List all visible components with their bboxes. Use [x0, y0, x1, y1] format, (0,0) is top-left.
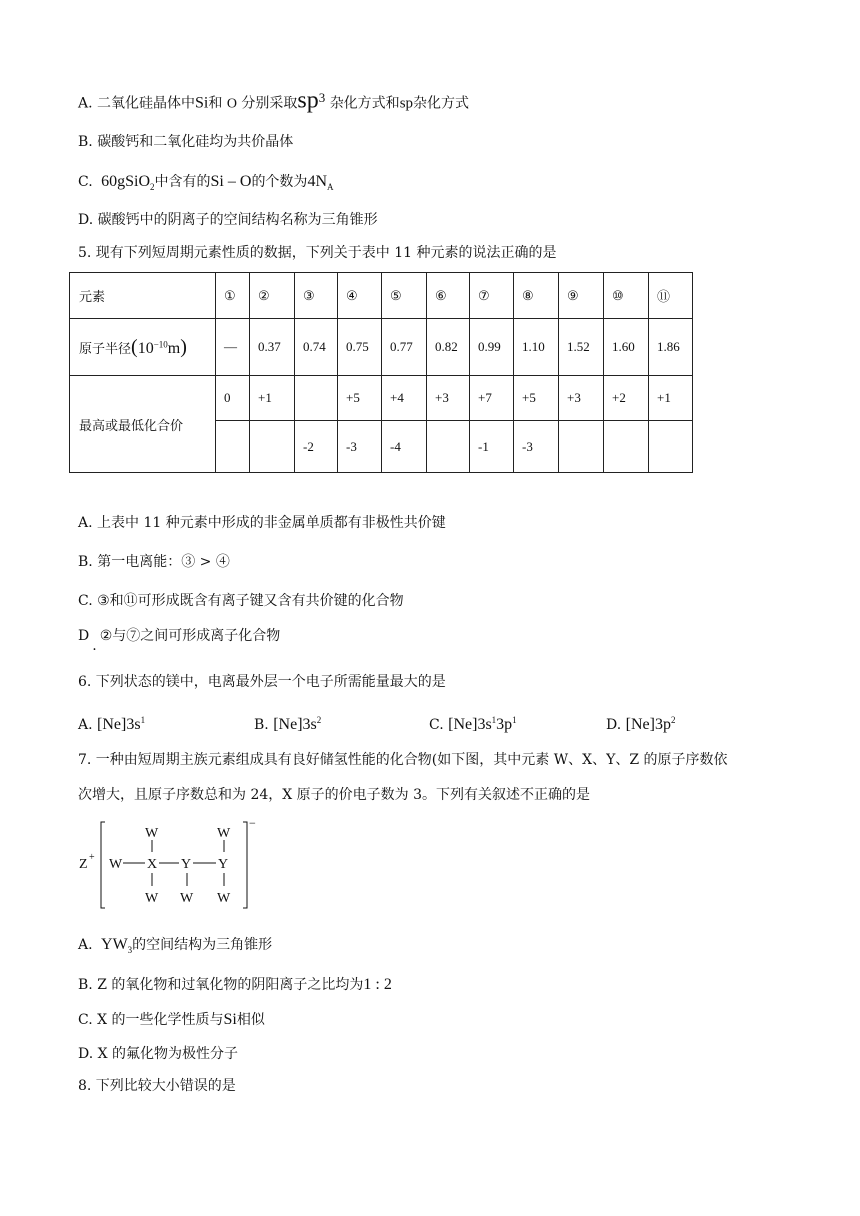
lowest-valence: -3 — [338, 421, 382, 473]
q7-stem-line1: 7. 一种由短周期主族元素组成具有良好储氢性能的化合物(如下图，其中元素 W、X、Y、Z 的原子序数依 — [78, 752, 728, 768]
q6-option-d — [606, 710, 675, 735]
q4-a-si: Si — [195, 94, 209, 112]
lowest-valence — [649, 421, 693, 473]
q7-b-ratio: 1 : 2 — [363, 976, 392, 993]
element-11: ⑪ — [649, 273, 693, 319]
q4-c-formula: 60gSiO — [101, 173, 151, 190]
q4-c-bond: Si – O — [210, 173, 252, 190]
atom-x: X — [147, 857, 158, 872]
q5-d-label: D — [78, 628, 90, 644]
q6-d-sup: 2 — [670, 715, 676, 725]
q7-c-end: 相似 — [236, 1012, 265, 1028]
q5-option-a: A. 上表中 11 种元素中形成的非金属单质都有非极性共价键 — [78, 515, 446, 531]
q6-options — [78, 710, 675, 735]
q4-c-mid: 中含有的 — [154, 174, 211, 190]
q7-b-text: B. Z 的氧化物和过氧化物的阴阳离子之比均为 — [78, 977, 364, 993]
highest-valence: +1 — [649, 376, 693, 421]
lowest-valence — [250, 421, 295, 473]
highest-valence: +1 — [250, 376, 295, 421]
highest-valence: 0 — [216, 376, 250, 421]
radius-value: 0.82 — [427, 319, 470, 376]
radius-label-text: 原子半径 — [79, 341, 132, 357]
bracket-right — [243, 822, 247, 908]
element-4: ④ — [338, 273, 382, 319]
lowest-valence — [559, 421, 604, 473]
atom-w-x-bottom: W — [145, 891, 159, 906]
radius-value: 1.86 — [649, 319, 693, 376]
element-2: ② — [250, 273, 295, 319]
lowest-valence: -1 — [470, 421, 514, 473]
radius-unit-m: m — [167, 339, 181, 357]
q5-b-expr: ③ > ④ — [181, 554, 230, 570]
q7-option-a — [78, 935, 272, 960]
q4-a-end: 杂化方式 — [413, 95, 470, 112]
atom-w-y1-bottom: W — [180, 891, 194, 906]
atom-w-left: W — [109, 857, 123, 872]
q7-c-text: C. X 的一些化学性质与 — [78, 1012, 224, 1028]
element-data-table — [69, 272, 693, 473]
radius-value: — — [216, 319, 250, 376]
atom-y2: Y — [218, 857, 229, 872]
highest-valence: +3 — [427, 376, 470, 421]
q6-d-config: [Ne]3p — [625, 715, 671, 733]
element-7: ⑦ — [470, 273, 514, 319]
valence-label: 最高或最低化合价 — [70, 376, 216, 473]
q6-a-config: [Ne]3s — [97, 715, 141, 733]
q6-b-sup: 2 — [316, 715, 322, 725]
radius-unit-base: 10 — [137, 339, 154, 357]
atom-y1: Y — [181, 857, 192, 872]
q6-stem: 6. 下列状态的镁中，电离最外层一个电子所需能量最大的是 — [78, 674, 446, 690]
element-5: ⑤ — [382, 273, 427, 319]
q6-c-config: [Ne]3s — [448, 715, 492, 733]
q4-c-sub-a: A — [327, 181, 334, 192]
element-9: ⑨ — [559, 273, 604, 319]
q8-stem: 8. 下列比较大小错误的是 — [78, 1078, 236, 1094]
q4-a-sup3: 3 — [318, 90, 326, 105]
q6-b-config: [Ne]3s — [273, 715, 317, 733]
q7-c-si: Si — [223, 1011, 237, 1028]
q6-option-b — [254, 710, 429, 735]
atom-w-y2-top: W — [217, 826, 231, 841]
q6-d-label: D. — [606, 716, 622, 733]
header-label: 元素 — [70, 273, 216, 319]
q4-option-b: B. 碳酸钙和二氧化硅均为共价晶体 — [78, 134, 294, 150]
q6-c-sup1: 1 — [491, 715, 497, 725]
q6-a-sup: 1 — [140, 715, 146, 725]
q6-c-label: C. — [429, 716, 444, 733]
lowest-valence: -3 — [514, 421, 559, 473]
q4-a-sp: sp — [399, 95, 414, 112]
element-8: ⑧ — [514, 273, 559, 319]
q7-option-b — [78, 975, 392, 995]
structure-diagram — [75, 818, 265, 910]
q4-a-o: O — [226, 96, 237, 112]
lowest-valence: -2 — [295, 421, 338, 473]
radius-value: 1.10 — [514, 319, 559, 376]
q4-a-and: 和 — [208, 95, 223, 112]
q4-a-mid2: 杂化方式和 — [329, 95, 400, 112]
highest-valence: +3 — [559, 376, 604, 421]
q7-a-sub: 3 — [127, 944, 133, 955]
q7-stem-line2: 次增大，且原子序数总和为 24，X 原子的价电子数为 3。下列有关叙述不正确的是 — [78, 787, 591, 803]
q4-c-value: 4N — [307, 173, 327, 190]
cation-symbol: Z — [79, 857, 88, 872]
highest-valence: +2 — [604, 376, 649, 421]
anion-charge: − — [249, 818, 256, 830]
atom-w-x-top: W — [145, 826, 159, 841]
q6-a-label: A. — [78, 716, 93, 733]
q7-a-text: 的空间结构为三角锥形 — [132, 937, 273, 953]
q4-option-d: D. 碳酸钙中的阴离子的空间结构名称为三角锥形 — [78, 212, 378, 228]
q5-option-b — [78, 552, 230, 572]
lowest-valence — [216, 421, 250, 473]
element-3: ③ — [295, 273, 338, 319]
q4-a-text: A. 二氧化硅晶体中 — [78, 95, 196, 112]
q7-a-formula: YW — [101, 936, 128, 953]
q6-option-c — [429, 710, 606, 735]
q6-c-mid: 3p — [496, 715, 513, 733]
highest-valence — [295, 376, 338, 421]
radius-value: 0.77 — [382, 319, 427, 376]
q4-a-mid: 分别采取 — [241, 95, 298, 112]
highest-valence: +4 — [382, 376, 427, 421]
q4-a-sp3: sp — [297, 87, 319, 114]
radius-unit-exp: −10 — [153, 339, 168, 350]
element-1: ① — [216, 273, 250, 319]
highest-valence: +5 — [338, 376, 382, 421]
q6-b-label: B. — [254, 716, 269, 733]
radius-value: 0.74 — [295, 319, 338, 376]
q4-c-mid2: 的个数为 — [251, 174, 308, 190]
q4-option-c — [78, 172, 334, 197]
q7-option-c — [78, 1010, 265, 1030]
q5-option-c: C. ③和⑪可形成既含有离子键又含有共价键的化合物 — [78, 593, 404, 609]
lowest-valence: -4 — [382, 421, 427, 473]
bracket-left — [101, 822, 105, 908]
q5-d-text: ②与⑦之间可形成离子化合物 — [99, 628, 281, 644]
lowest-valence — [427, 421, 470, 473]
q5-stem: 5. 现有下列短周期元素性质的数据，下列关于表中 11 种元素的说法正确的是 — [78, 245, 557, 261]
q7-option-d: D. X 的氟化物为极性分子 — [78, 1046, 239, 1062]
q4-c-sub: 2 — [150, 181, 155, 192]
q5-b-text: B. 第一电离能： — [78, 554, 182, 570]
lowest-valence — [604, 421, 649, 473]
radius-value: 0.75 — [338, 319, 382, 376]
element-6: ⑥ — [427, 273, 470, 319]
q4-option-a — [78, 88, 469, 115]
cation-charge: + — [89, 852, 95, 863]
atom-w-y2-bottom: W — [217, 891, 231, 906]
q7-a-label: A. — [78, 937, 93, 953]
radius-label: 原子半径$(10^{-10}m)$ — [70, 319, 216, 376]
highest-valence: +5 — [514, 376, 559, 421]
q6-option-a — [78, 710, 254, 735]
q6-c-sup2: 1 — [512, 715, 517, 725]
radius-value: 1.52 — [559, 319, 604, 376]
q4-c-label: C. — [78, 174, 93, 190]
radius-value: 0.99 — [470, 319, 514, 376]
q5-option-d: D.②与⑦之间可形成离子化合物 — [78, 628, 281, 654]
highest-valence: +7 — [470, 376, 514, 421]
element-10: ⑩ — [604, 273, 649, 319]
radius-value: 1.60 — [604, 319, 649, 376]
radius-value: 0.37 — [250, 319, 295, 376]
